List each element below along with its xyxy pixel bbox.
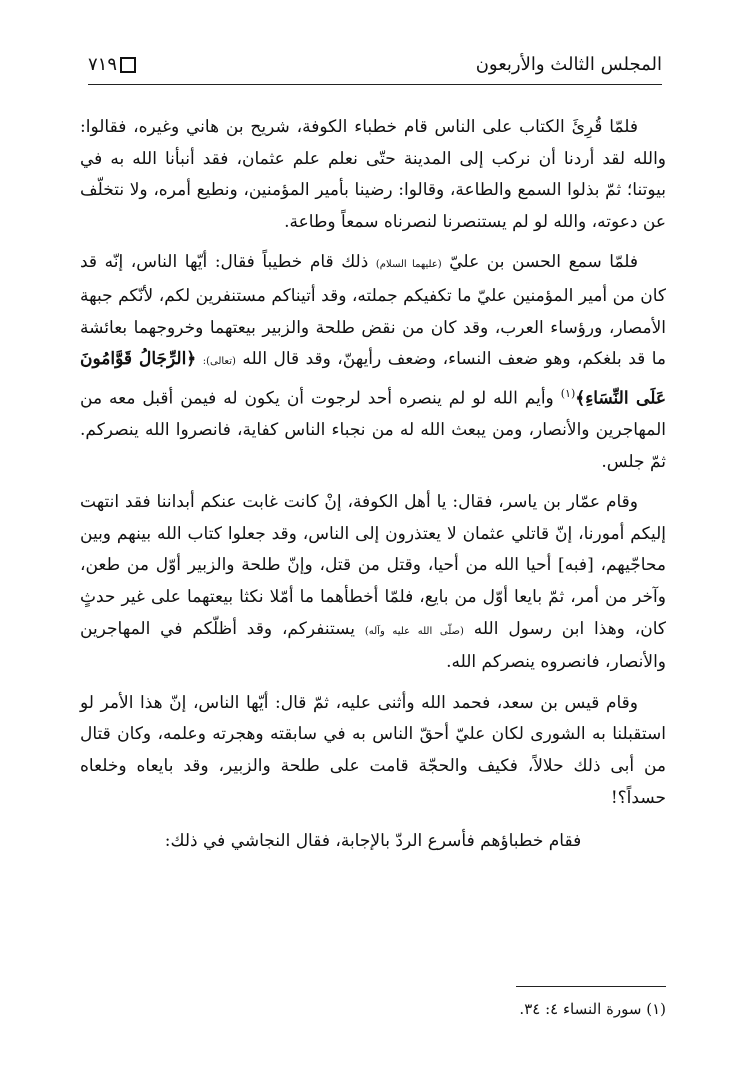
quran-verse: ﴿الرِّجَالُ قَوَّامُونَ عَلَى النِّسَاءِ﴾ [80,349,666,409]
text-run: وأيم الله لو لم ينصره أحد لرجوت أن يكون له فيمن أقبل معه من المهاجرين والأنصار، ومن يبعث الله له من نجباء الناس كفاية، فانصروا الله ينصركم. ثمّ جلس. [80,388,666,472]
text-run: ذلك قام خطيباً فقال: أيّها الناس، إنّه قد كان من أمير المؤمنين عليّ ما تكفيكم جملته، وقد أتيناكم مستنفرين لكم، لأنّكم جبهة الأمصار، ورؤساء العرب، وقد كان من نقض طلحة والزبير بيعتهما وخروجهما بعائشة ما قد بلغكم، وهو ضعف النساء، وضعف رأيهنّ، وقد قال الله [80,252,666,370]
footnote: (١) سورة النساء ٤: ٣٤. [519,1000,666,1018]
paragraph [80,247,666,478]
paragraph: فلمّا قُرِئَ الكتاب على الناس قام خطباء الكوفة، شريح بن هاني وغيره، فقالوا: والله لقد أردنا أن نركب إلى المدينة حتّى نعلم علم عثمان، فقد أنبأنا الله به في بيوتنا؛ ثمّ بذلوا السمع والطاعة، وقالوا: رضينا بأمير المؤمنين، ونطيع أمره، ولا نتخلّف عن دعوته، والله لو لم يستنصرنا لنصرناه سمعاً وطاعة. [80,117,666,232]
honorific: (عليهما السلام) [375,259,442,271]
page-header [88,48,662,85]
footnote-divider [516,986,666,987]
honorific: (تعالى): [202,356,236,368]
running-title: المجلس الثالث والأربعون [475,54,662,75]
paragraph: وقام قيس بن سعد، فحمد الله وأثنى عليه، ثمّ قال: أيّها الناس، إنّ هذا الأمر لو استقبلنا به الشورى لكان عليّ أحقّ الناس به في سابقته وهجرته وعلمه، وكان قتال من أبى ذلك حلالاً، فكيف والحجّة قامت على طلحة والزبير، وقد بايعاه وخلعاه حسداً؟! [80,692,666,808]
text-run: وقام عمّار بن ياسر، فقال: يا أهل الكوفة، إنْ كانت غابت عنكم أبداننا فقد انتهت إليكم أمورنا، إنّ قاتلي عثمان لا يعتذرون إلى الناس، وقد جعلوا كتاب الله بينهم وبين محاجّيهم، [فبه] أحيا الله من أحيا، وقتل من قتل، وإنّ طلحة والزبير أوّل من طعن، وآخر من أمر، ثمّ بايعا أوّل من بايع، فلمّا أخطأهما ما أمّلا نكثا بيعتهما على غير حدثٍ كان، وهذا ابن رسول الله [80,492,666,639]
page-number-value: ٧١٩ [88,54,118,75]
honorific: (صلّى الله عليه وآله) [364,625,464,637]
page-number [88,54,136,75]
footnote-ref[interactable]: (١) [560,386,576,400]
body-text [80,112,666,867]
paragraph: فقام خطباؤهم فأسرع الردّ بالإجابة، فقال النجاشي في ذلك: [164,831,582,852]
text-run: يستنفركم، وقد أظلّكم في المهاجرين والأنصار، فانصروه ينصركم الله. [80,618,666,673]
square-ornament-icon [120,57,136,73]
text-run: فلمّا سمع الحسن بن عليّ [449,252,639,273]
paragraph [80,487,666,679]
